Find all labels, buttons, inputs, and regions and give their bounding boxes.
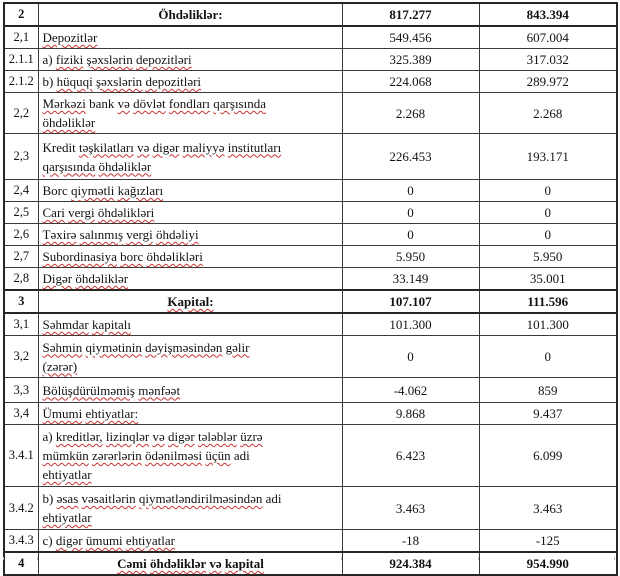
description-word: ödənilməsi: [145, 448, 203, 463]
description-cell: [38, 3, 342, 26]
row-number-cell: 2.1.2: [4, 71, 38, 93]
amount1-cell: 0: [342, 336, 479, 378]
description-cell: [38, 180, 342, 202]
description-cell: [38, 313, 342, 336]
amount2-cell: 6.099: [479, 425, 617, 487]
description-word: Təxirə: [42, 227, 77, 242]
amount1-cell: 817.277: [342, 3, 479, 26]
description-cell: [38, 26, 342, 49]
description-word: təşkilatları: [78, 139, 134, 155]
table-row: [4, 425, 617, 487]
description-word: və: [152, 429, 165, 444]
gridline-stub: [614, 557, 615, 560]
table-row: [4, 246, 617, 268]
description-word: c): [42, 533, 53, 548]
amount1-cell: 9.868: [342, 403, 479, 425]
description-word: depozitləri: [145, 74, 202, 89]
description-word: kağızları: [117, 183, 164, 198]
description-word: digər: [152, 139, 180, 155]
description-word: üzrə: [240, 429, 263, 444]
description-word: öhdəliklər: [98, 158, 152, 174]
description-word: öhdəliyi: [156, 227, 199, 242]
description-cell: [38, 336, 342, 378]
gridline-stub: [37, 557, 38, 560]
row-number-cell: 2,1: [4, 26, 38, 49]
description-word: Digər: [42, 271, 73, 286]
description-word: institutları: [227, 139, 282, 155]
description-word: öhdəlikləri: [146, 249, 203, 264]
table-row: [4, 313, 617, 336]
amount1-cell: 924.384: [342, 552, 479, 575]
description-word: qarşısında: [42, 158, 96, 174]
description-word: gəlir: [225, 339, 250, 355]
amount2-cell: 0: [479, 202, 617, 224]
gridline-stub: [341, 557, 342, 560]
gridline-stub: [3, 557, 4, 560]
description-word: qiymətləndirilməsindən: [138, 491, 263, 506]
amount1-cell: -18: [342, 530, 479, 553]
description-word: bank: [89, 96, 115, 111]
description-word: Mərkəzi: [42, 96, 86, 111]
description-cell: [38, 378, 342, 403]
description-cell: [38, 290, 342, 313]
row-number-cell: 2.1.1: [4, 49, 38, 71]
description-word: salınmış: [79, 227, 124, 242]
amount1-cell: 0: [342, 224, 479, 246]
balance-sheet-table: [3, 2, 618, 576]
table-row: [4, 378, 617, 403]
amount1-cell: 107.107: [342, 290, 479, 313]
table-body: [4, 3, 617, 575]
description-word: Depozitlər: [42, 30, 98, 45]
amount1-cell: 33.149: [342, 268, 479, 291]
amount1-cell: 3.463: [342, 487, 479, 530]
amount2-cell: 859: [479, 378, 617, 403]
description-word: vergi: [68, 205, 95, 220]
amount2-cell: 35.001: [479, 268, 617, 291]
row-number-cell: 3,3: [4, 378, 38, 403]
amount2-cell: 3.463: [479, 487, 617, 530]
description-word: qarşısında: [213, 96, 266, 111]
description-word: və: [117, 96, 130, 111]
row-number-cell: 3: [4, 290, 38, 313]
amount2-cell: 289.972: [479, 71, 617, 93]
description-word: Öhdəliklər:: [158, 7, 223, 22]
table-row: [4, 71, 617, 93]
amount1-cell: 0: [342, 202, 479, 224]
table-row: [4, 134, 617, 180]
description-cell: [38, 246, 342, 268]
description-cell: [38, 93, 342, 134]
description-cell: [38, 425, 342, 487]
row-number-cell: 3,1: [4, 313, 38, 336]
row-number-cell: 2,2: [4, 93, 38, 134]
description-word: öhdəliklər: [149, 556, 207, 571]
table-row: [4, 487, 617, 530]
description-word: adi: [233, 448, 250, 463]
row-number-cell: 2,4: [4, 180, 38, 202]
description-word: kapital: [224, 556, 264, 571]
description-word: fiziki: [55, 52, 84, 67]
table-row: [4, 180, 617, 202]
amount2-cell: 193.171: [479, 134, 617, 180]
description-word: Cari: [42, 205, 65, 220]
amount1-cell: 325.389: [342, 49, 479, 71]
row-number-cell: 3.4.2: [4, 487, 38, 530]
row-number-cell: 3,2: [4, 336, 38, 378]
amount2-cell: 607.004: [479, 26, 617, 49]
description-word: öhdəliklər: [42, 115, 96, 130]
amount2-cell: 5.950: [479, 246, 617, 268]
amount1-cell: 224.068: [342, 71, 479, 93]
description-word: maliyyə: [182, 139, 225, 155]
description-word: tələblər: [197, 429, 237, 444]
description-word: vergi: [126, 227, 153, 242]
description-word: a): [42, 52, 53, 67]
description-cell: [38, 552, 342, 575]
table-row: [4, 552, 617, 575]
amount1-cell: 101.300: [342, 313, 479, 336]
amount2-cell: 0: [479, 336, 617, 378]
description-word: digər: [55, 533, 83, 548]
description-word: qiymətli: [71, 183, 115, 198]
description-word: və: [209, 556, 222, 571]
description-word: şəxslərin: [95, 74, 143, 89]
description-word: digər: [167, 429, 195, 444]
amount1-cell: 549.456: [342, 26, 479, 49]
row-number-cell: 2,7: [4, 246, 38, 268]
description-word: kapitalı: [91, 317, 131, 332]
description-word: (zərər): [42, 358, 78, 374]
description-word: adi: [265, 491, 282, 506]
amount2-cell: 101.300: [479, 313, 617, 336]
amount1-cell: 0: [342, 180, 479, 202]
description-word: üçün: [205, 448, 231, 463]
description-word: və: [137, 139, 150, 155]
description-word: Səhmdar: [42, 317, 89, 332]
description-cell: [38, 403, 342, 425]
description-word: Kapital:: [167, 294, 214, 309]
description-word: ehtiyatlar: [42, 467, 92, 482]
row-number-cell: 4: [4, 552, 38, 575]
description-word: depozitləri: [136, 52, 192, 67]
description-word: ehtiyatlar: [125, 533, 176, 548]
table-row: [4, 3, 617, 26]
description-word: Bölüşdürülməmiş: [42, 382, 135, 398]
row-number-cell: 3.4.3: [4, 530, 38, 553]
description-word: borc: [120, 249, 144, 264]
row-number-cell: 3.4.1: [4, 425, 38, 487]
amount2-cell: 0: [479, 224, 617, 246]
table-row: [4, 530, 617, 553]
table-row: [4, 202, 617, 224]
description-word: zərərlərin: [91, 448, 142, 463]
description-cell: [38, 49, 342, 71]
description-word: dövlət: [133, 96, 166, 111]
table-row: [4, 93, 617, 134]
description-word: ehtiyatlar:: [85, 406, 139, 421]
amount1-cell: -4.062: [342, 378, 479, 403]
table-row: [4, 26, 617, 49]
description-word: b): [42, 74, 54, 89]
row-number-cell: 2,8: [4, 268, 38, 291]
description-word: dəyişməsindən: [145, 339, 223, 355]
description-word: hüquqi: [56, 74, 93, 89]
description-cell: [38, 530, 342, 553]
description-cell: [38, 134, 342, 180]
description-word: Ümumi: [42, 406, 83, 421]
description-cell: [38, 487, 342, 530]
description-cell: [38, 71, 342, 93]
description-word: ehtiyatlar: [42, 510, 92, 525]
description-word: kreditlər,: [55, 429, 103, 444]
table-row: [4, 224, 617, 246]
table-row: [4, 290, 617, 313]
table-row: [4, 268, 617, 291]
row-number-cell: 3,4: [4, 403, 38, 425]
description-word: öhdəliklər: [75, 271, 129, 286]
description-word: lizinqlər: [105, 429, 150, 444]
row-number-cell: 2,5: [4, 202, 38, 224]
description-word: Səhmin: [42, 339, 83, 355]
description-word: qiymətinin: [85, 339, 142, 355]
amount2-cell: 111.596: [479, 290, 617, 313]
description-cell: [38, 224, 342, 246]
description-word: mənfəət: [138, 382, 181, 398]
description-cell: [38, 202, 342, 224]
table-row: [4, 49, 617, 71]
description-word: a): [42, 429, 53, 444]
table-row: [4, 403, 617, 425]
amount2-cell: 2.268: [479, 93, 617, 134]
description-word: vəsaitlərin: [81, 491, 136, 506]
description-cell: [38, 268, 342, 291]
description-word: mümkün: [42, 448, 89, 463]
amount2-cell: 0: [479, 180, 617, 202]
amount1-cell: 226.453: [342, 134, 479, 180]
description-word: şəxslərin: [86, 52, 133, 67]
amount2-cell: 9.437: [479, 403, 617, 425]
amount1-cell: 5.950: [342, 246, 479, 268]
description-word: öhdəlikləri: [97, 205, 155, 220]
description-word: ümumi: [85, 533, 123, 548]
description-word: Cəmi: [117, 556, 147, 571]
table-row: [4, 336, 617, 378]
row-number-cell: 2,3: [4, 134, 38, 180]
amount2-cell: 843.394: [479, 3, 617, 26]
amount1-cell: 6.423: [342, 425, 479, 487]
amount2-cell: 954.990: [479, 552, 617, 575]
description-word: əsas: [56, 491, 79, 506]
row-number-cell: 2,6: [4, 224, 38, 246]
description-word: Subordinasiya: [42, 249, 117, 264]
description-word: fondları: [168, 96, 211, 111]
amount1-cell: 2.268: [342, 93, 479, 134]
amount2-cell: -125: [479, 530, 617, 553]
description-word: Kredit: [42, 139, 76, 155]
description-word: b): [42, 491, 54, 506]
gridline-stub: [478, 557, 479, 560]
description-word: Borc: [42, 183, 68, 198]
row-number-cell: 2: [4, 3, 38, 26]
amount2-cell: 317.032: [479, 49, 617, 71]
